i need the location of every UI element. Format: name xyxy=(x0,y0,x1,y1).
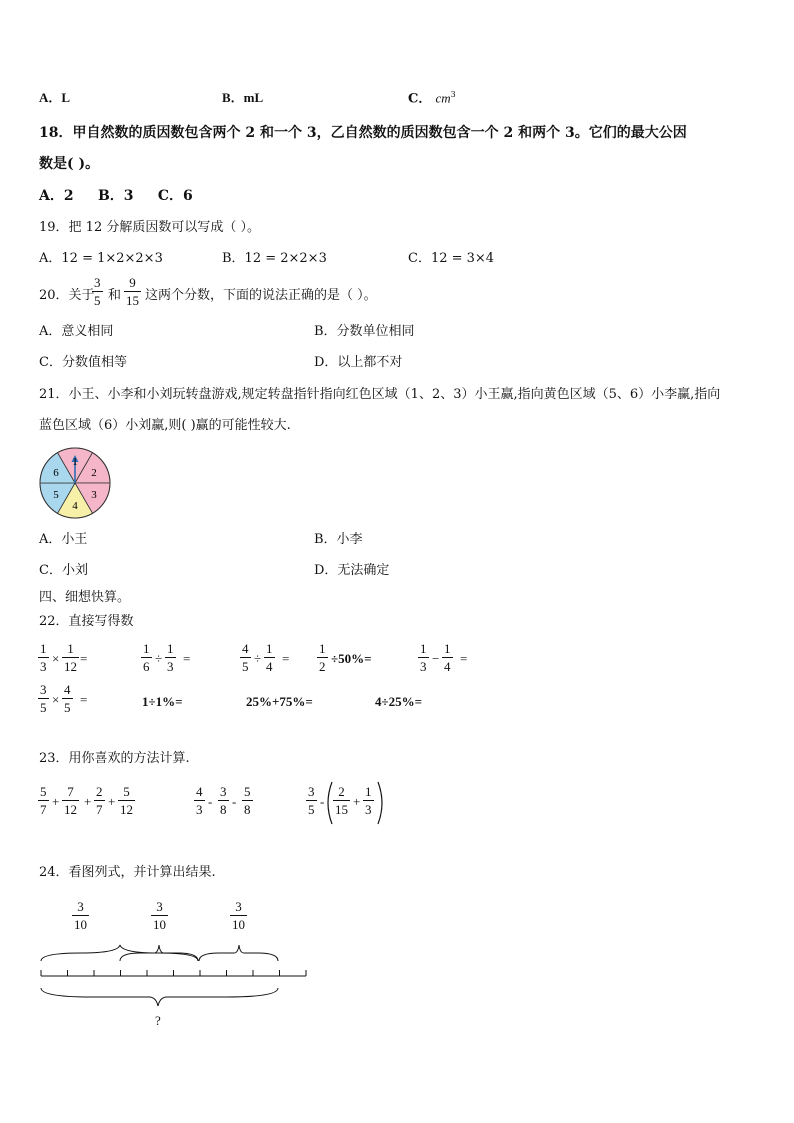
q23-e3-f2-den: 15 xyxy=(335,802,348,817)
q21-option-c: C．小刘 xyxy=(39,563,88,578)
section-4-heading: 四、细想快算。 xyxy=(39,590,131,605)
q23-e1-op-1: + xyxy=(52,794,60,809)
q19-stem: 19．把 12 分解质因数可以写成（ ）。 xyxy=(39,220,260,235)
q17-option-c-prefix: C． xyxy=(408,91,432,107)
q21-line2: 蓝色区域（6）小刘赢,则( )赢的可能性较大. xyxy=(39,418,291,433)
q17-option-b: B．mL xyxy=(222,90,264,105)
q20-f2-den: 15 xyxy=(126,293,139,308)
q20-f1-den: 5 xyxy=(94,293,101,308)
q22-item-5-fraction-2-num: 1 xyxy=(444,641,451,656)
q18-options: A．2 B．3 C．6 xyxy=(39,188,193,204)
q22-item-3-operator: ÷ xyxy=(254,651,262,666)
bottom-brace xyxy=(41,988,278,1006)
q23-e1-fraction-4-num: 2 xyxy=(96,784,103,799)
q23-e1-fraction-4-den: 7 xyxy=(96,802,103,817)
q23-e2-fraction-0-den: 3 xyxy=(196,802,203,817)
q24-segment-label-2-den: 10 xyxy=(153,917,166,932)
q22-item-4-fraction-1-num: 1 xyxy=(319,641,326,656)
q24-segment-label-1 xyxy=(72,900,89,931)
q20-option-a: A．意义相同 xyxy=(39,324,114,339)
q23-e1-fraction-0-num: 5 xyxy=(40,784,47,799)
q22-item-6-fraction-2-num: 4 xyxy=(64,682,71,697)
q22-plain-2: 25%+75%= xyxy=(246,694,313,709)
q22-item-5-fraction-2-den: 4 xyxy=(444,659,451,674)
spinner-label-3: 3 xyxy=(91,489,97,501)
q22-item-2-fraction-2-num: 1 xyxy=(167,641,174,656)
q23-e2-fraction-4-den: 8 xyxy=(244,802,251,817)
q19-option-a: A．12 = 1×2×2×3 xyxy=(39,251,163,266)
q24-segment-label-3-den: 10 xyxy=(232,917,245,932)
q22-item-1-fraction-2-den: 12 xyxy=(64,659,77,674)
q23-e3-f3-num: 1 xyxy=(365,784,372,799)
q20-f2-num: 9 xyxy=(129,275,136,290)
q22-item-6-fraction-1 xyxy=(38,683,49,714)
q22-item-3-equals: = xyxy=(282,651,290,666)
q23-e3-fraction-1 xyxy=(306,785,317,816)
q22-item-1-fraction-2 xyxy=(62,642,79,673)
q22-plain-1: 1÷1%= xyxy=(142,694,183,709)
q22-item-1-fraction-1-den: 3 xyxy=(40,659,47,674)
q23-stem: 23．用你喜欢的方法计算. xyxy=(39,751,190,766)
q23-e3-f2-num: 2 xyxy=(338,784,345,799)
q18-line1: 18．甲自然数的质因数包含两个 2 和一个 3，乙自然数的质因数包含一个 2 和两个 3。它们的最大公因 xyxy=(39,125,687,141)
spinner-label-2: 2 xyxy=(91,467,97,479)
q22-item-2-fraction-1-num: 1 xyxy=(143,641,150,656)
number-line-ticks xyxy=(41,970,306,976)
q23-e2-fraction-2 xyxy=(218,785,229,816)
q23-e1-fraction-2-num: 7 xyxy=(67,784,74,799)
q23-e1-fraction-6-den: 12 xyxy=(120,802,133,817)
q22-item-6-fraction-1-num: 3 xyxy=(40,682,47,697)
q20-and: 和 xyxy=(108,288,122,303)
q22-item-3-fraction-2-den: 4 xyxy=(266,659,273,674)
q22-item-5-fraction-1 xyxy=(418,642,429,673)
q19-option-b: B．12 = 2×2×3 xyxy=(222,251,327,266)
q23-e2-fraction-2-den: 8 xyxy=(220,802,227,817)
spinner-label-6: 6 xyxy=(53,467,59,479)
q22-item-1-fraction-1-num: 1 xyxy=(40,641,47,656)
q23-e1-fraction-6-num: 5 xyxy=(123,784,130,799)
q17-option-c-exp: 3 xyxy=(450,90,456,99)
q22-item-6-fraction-1-den: 5 xyxy=(40,700,47,715)
q22-item-5-fraction-1-den: 3 xyxy=(420,659,427,674)
q20-fraction-2 xyxy=(124,276,141,307)
q21-option-a: A．小王 xyxy=(39,532,88,547)
q22-item-6-fraction-2-den: 5 xyxy=(64,700,71,715)
q23-e2-op-3: - xyxy=(232,794,237,809)
q23-e3-f1-num: 3 xyxy=(308,784,315,799)
q22-item-3-fraction-2-num: 1 xyxy=(266,641,273,656)
q20-f1-num: 3 xyxy=(94,275,101,290)
q23-e1-fraction-4 xyxy=(94,785,105,816)
q22-item-2-fraction-2-den: 3 xyxy=(167,659,174,674)
spinner-label-4: 4 xyxy=(72,500,78,512)
q24-segment-label-1-num: 3 xyxy=(77,899,84,914)
q24-segment-label-2-num: 3 xyxy=(156,899,163,914)
q22-item-4-fraction-1-den: 2 xyxy=(319,659,326,674)
q23-e3-f3-den: 3 xyxy=(365,802,372,817)
q22-item-2-fraction-2 xyxy=(165,642,176,673)
q23-e2-fraction-0-num: 4 xyxy=(196,784,203,799)
q22-item-5-fraction-1-num: 1 xyxy=(420,641,427,656)
q22-item-2-fraction-1 xyxy=(141,642,152,673)
q24-segment-label-3 xyxy=(230,900,247,931)
q20-tail: 这两个分数，下面的说法正确的是（ ）。 xyxy=(145,288,377,303)
q17-option-c xyxy=(408,91,456,105)
q22-item-2-equals: = xyxy=(183,651,191,666)
top-brace-3 xyxy=(199,945,278,961)
q23-e1-fraction-2-den: 12 xyxy=(64,802,77,817)
q22-item-3-fraction-2 xyxy=(264,642,275,673)
q21-option-b: B．小李 xyxy=(314,532,363,547)
spinner-label-5: 5 xyxy=(53,489,59,501)
q22-item-6-equals: = xyxy=(80,692,88,707)
q23-e1-fraction-2 xyxy=(62,785,79,816)
q23-e3-f1-den: 5 xyxy=(308,802,315,817)
q20-option-d: D．以上都不对 xyxy=(314,355,403,370)
q24-stem: 24．看图列式，并计算出结果. xyxy=(39,865,216,880)
q24-segment-label-3-num: 3 xyxy=(235,899,242,914)
q18-line2: 数是( )。 xyxy=(39,156,100,172)
q23-e2-fraction-0 xyxy=(194,785,205,816)
q24-question-mark: ? xyxy=(155,1013,161,1028)
q20-option-b: B．分数单位相同 xyxy=(314,324,415,339)
q17-option-a: A．L xyxy=(39,90,71,105)
q22-item-2-fraction-1-den: 6 xyxy=(143,659,150,674)
q23-e1-fraction-6 xyxy=(118,785,135,816)
q22-item-6-fraction-2 xyxy=(62,683,73,714)
q22-item-4-tail: ÷50%= xyxy=(331,651,372,666)
q23-e1-fraction-0 xyxy=(38,785,49,816)
q22-item-6-operator: × xyxy=(52,692,60,707)
q22-item-2-operator: ÷ xyxy=(155,651,163,666)
q23-e3-fraction-2 xyxy=(333,785,350,816)
q23-e3-plus: + xyxy=(353,794,361,809)
spinner-label-1: 1 xyxy=(72,456,78,468)
q22-item-1-operator: × xyxy=(52,651,60,666)
q24-segment-label-1-den: 10 xyxy=(74,917,87,932)
q23-e3-minus: - xyxy=(320,794,325,809)
q22-item-3-fraction-1-den: 5 xyxy=(242,659,249,674)
q24-number-line-diagram xyxy=(36,940,312,1010)
q23-e2-fraction-4-num: 5 xyxy=(244,784,251,799)
q22-item-1-fraction-2-num: 1 xyxy=(67,641,74,656)
q23-e1-op-5: + xyxy=(108,794,116,809)
q19-option-c: C．12 = 3×4 xyxy=(408,251,495,266)
q24-segment-label-2 xyxy=(151,900,168,931)
q23-e2-fraction-2-num: 3 xyxy=(220,784,227,799)
q22-item-5-operator: − xyxy=(432,651,440,666)
q23-e3-fraction-3 xyxy=(363,785,374,816)
q23-e1-fraction-0-den: 7 xyxy=(40,802,47,817)
q21-line1: 21．小王、小李和小刘玩转盘游戏,规定转盘指针指向红色区域（1、2、3）小王赢,指向黄色区域（5、6）小李赢,指向 xyxy=(39,387,721,402)
q17-option-c-unit: cm xyxy=(435,90,451,106)
q22-item-1-equals: = xyxy=(80,651,88,666)
q22-plain-3: 4÷25%= xyxy=(375,694,423,709)
q22-item-3-fraction-1-num: 4 xyxy=(242,641,249,656)
q22-stem: 22．直接写得数 xyxy=(39,614,134,629)
q22-item-3-fraction-1 xyxy=(240,642,251,673)
left-paren xyxy=(328,782,332,824)
q22-item-4-fraction-1 xyxy=(317,642,328,673)
spinner-wheel xyxy=(35,446,117,520)
q22-item-5-equals: = xyxy=(460,651,468,666)
q20-fraction-1 xyxy=(92,276,103,307)
right-paren xyxy=(378,782,382,824)
q22-item-5-fraction-2 xyxy=(442,642,453,673)
q23-e2-fraction-4 xyxy=(242,785,253,816)
q20-number: 20．关于 xyxy=(39,288,95,303)
q23-e1-op-3: + xyxy=(84,794,92,809)
q21-option-d: D．无法确定 xyxy=(314,563,390,578)
q20-option-c: C．分数值相等 xyxy=(39,355,127,370)
q23-e2-op-1: - xyxy=(208,794,213,809)
q22-item-1-fraction-1 xyxy=(38,642,49,673)
